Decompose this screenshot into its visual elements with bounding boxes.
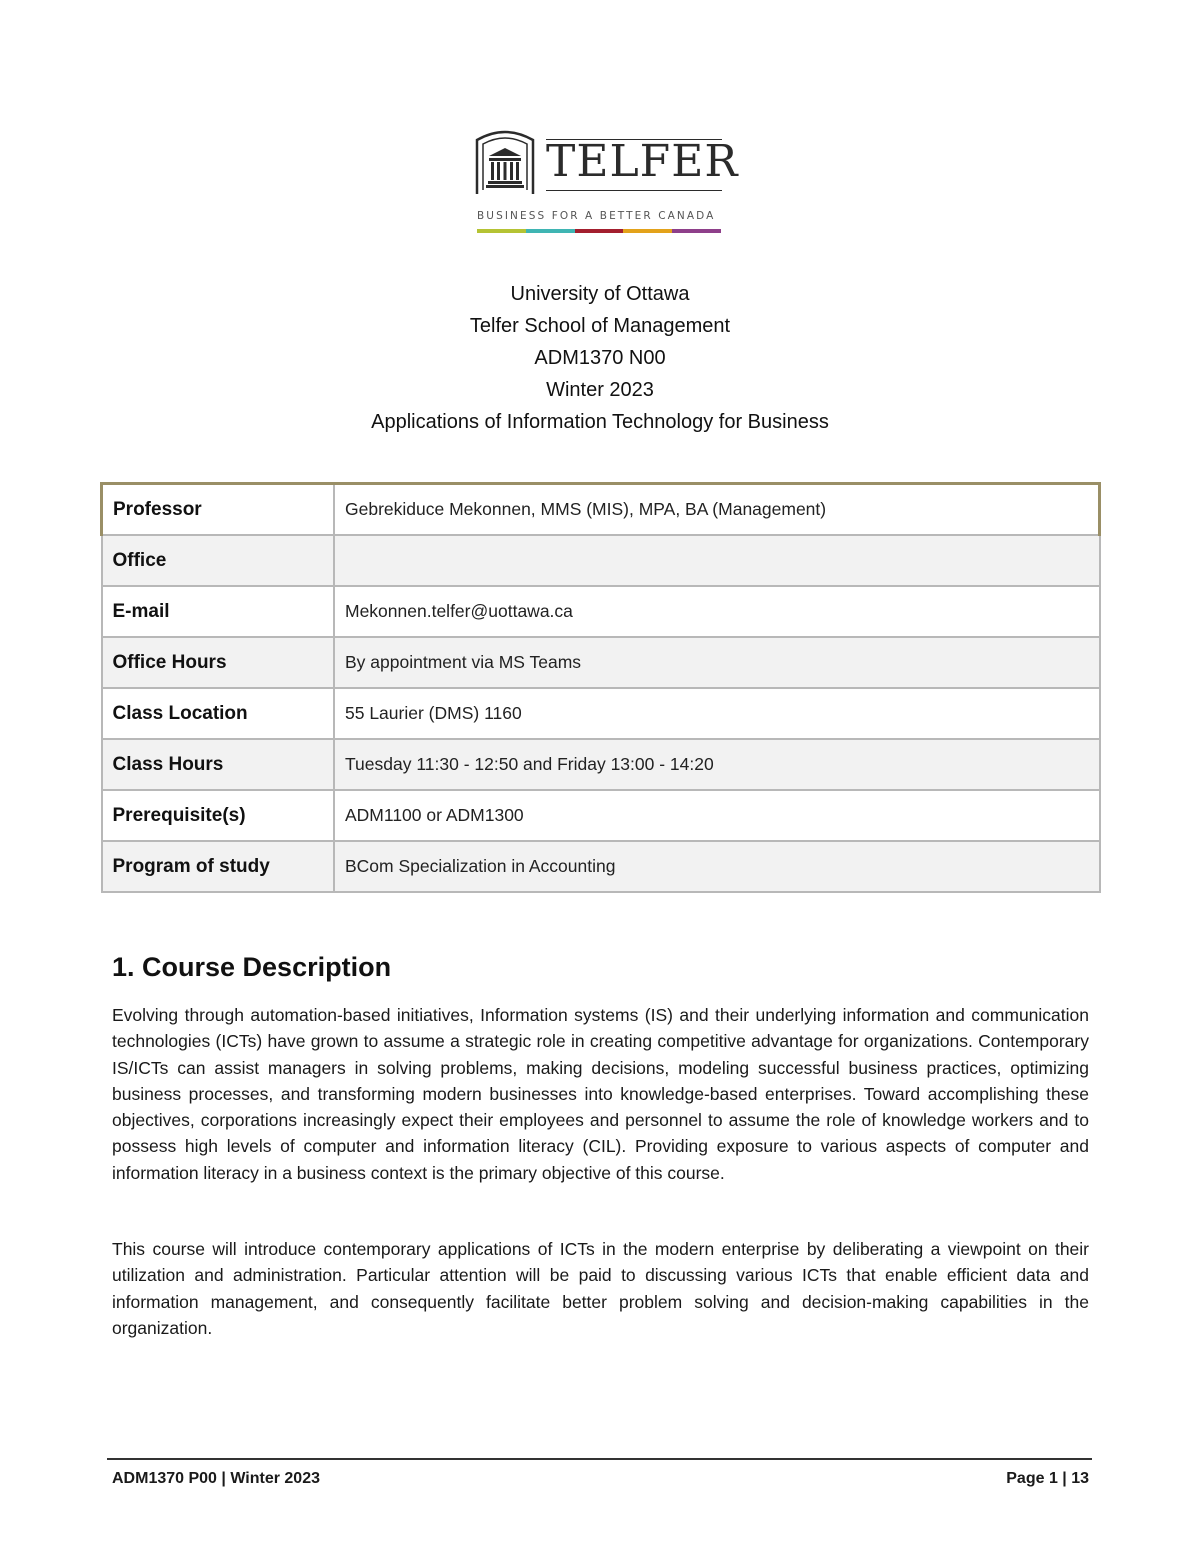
logo-bar-segment-1 bbox=[477, 229, 526, 233]
table-row bbox=[102, 739, 1100, 790]
row-label: Prerequisite(s) bbox=[102, 790, 335, 841]
table-row bbox=[102, 790, 1100, 841]
row-label: E-mail bbox=[102, 586, 335, 637]
footer-divider bbox=[107, 1458, 1092, 1460]
email-value[interactable]: Mekonnen.telfer@uottawa.ca bbox=[334, 586, 1100, 637]
description-paragraph-1: Evolving through automation-based initiatives, Information systems (IS) and their underlying information and communication technologies (ICTs) have grown to assume a strategic role in creating competitive advantage for organizations. Contemporary IS/ICTs can assist managers in solving problems, making decisions, modeling successful business practices, optimizing business processes, and transforming modern businesses into knowledge-based enterprises. Toward accomplishing these objectives, corporations increasingly expect their employees and personnel to assume the role of knowledge workers and to possess high levels of computer and information literacy (CIL). Providing exposure to various aspects of computer and information literacy in a business context is the primary objective of this course. bbox=[112, 1005, 1089, 1183]
logo-bar-segment-4 bbox=[623, 229, 672, 233]
table-row bbox=[102, 586, 1100, 637]
section-heading: 1. Course Description bbox=[112, 952, 392, 982]
row-label: Class Hours bbox=[102, 739, 335, 790]
course-title: Applications of Information Technology for Business bbox=[371, 411, 829, 433]
logo-color-bar bbox=[477, 229, 721, 233]
row-value: 55 Laurier (DMS) 1160 bbox=[334, 688, 1100, 739]
school-name: Telfer School of Management bbox=[469, 315, 731, 337]
table-row bbox=[102, 841, 1100, 892]
logo-wordmark: TELFER bbox=[546, 136, 739, 187]
logo-bar-segment-5 bbox=[672, 229, 721, 233]
logo-rule-bottom bbox=[546, 190, 722, 191]
row-value: BCom Specialization in Accounting bbox=[334, 841, 1100, 892]
row-label: Class Location bbox=[102, 688, 335, 739]
footer-course-info: ADM1370 P00 | Winter 2023 bbox=[112, 1470, 320, 1487]
table-row bbox=[102, 484, 1100, 536]
description-paragraph-2: This course will introduce contemporary applications of ICTs in the modern enterprise by deliberating a viewpoint on their utilization and administration. Particular attention will be paid to discussing various ICTs that enable efficient data and information management, and consequently facilitate better problem solving and decision-making capabilities in the organization. bbox=[112, 1239, 1089, 1338]
row-label: Office bbox=[102, 535, 335, 586]
logo-bar-segment-3 bbox=[575, 229, 624, 233]
building-icon bbox=[474, 128, 536, 196]
row-value: Gebrekiduce Mekonnen, MMS (MIS), MPA, BA (Management) bbox=[334, 484, 1100, 536]
logo-tagline: BUSINESS FOR A BETTER CANADA bbox=[477, 210, 716, 222]
row-label: Program of study bbox=[102, 841, 335, 892]
row-value: By appointment via MS Teams bbox=[334, 637, 1100, 688]
course-title-block bbox=[0, 278, 1200, 438]
course-info-table bbox=[100, 482, 1101, 893]
footer-page-number: Page 1 | 13 bbox=[1006, 1470, 1089, 1487]
table-row bbox=[102, 535, 1100, 586]
table-row bbox=[102, 637, 1100, 688]
row-label: Office Hours bbox=[102, 637, 335, 688]
university-name: University of Ottawa bbox=[510, 283, 690, 305]
row-value: ADM1100 or ADM1300 bbox=[334, 790, 1100, 841]
logo-bar-segment-2 bbox=[526, 229, 575, 233]
row-value bbox=[334, 535, 1100, 586]
course-code: ADM1370 N00 bbox=[534, 347, 666, 369]
term: Winter 2023 bbox=[546, 379, 654, 401]
table-row bbox=[102, 688, 1100, 739]
row-value: Tuesday 11:30 - 12:50 and Friday 13:00 - 14:20 bbox=[334, 739, 1100, 790]
telfer-logo bbox=[474, 128, 739, 236]
row-label: Professor bbox=[102, 484, 335, 536]
